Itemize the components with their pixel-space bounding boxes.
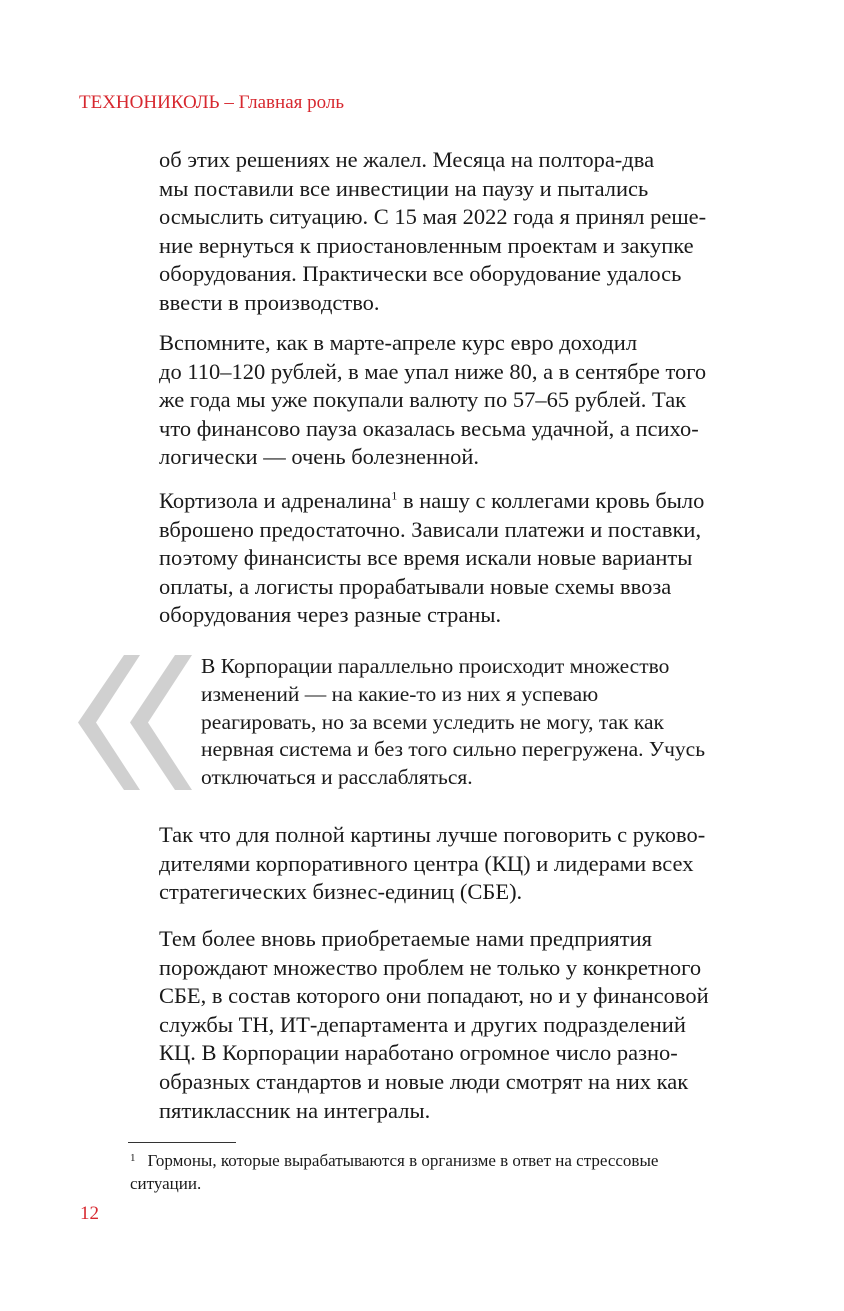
paragraph-5	[159, 925, 759, 1125]
text-line: СБЕ, в состав которого они попадают, но и у финансовой	[159, 983, 709, 1009]
paragraph-3	[159, 487, 759, 630]
text-line: пятиклассник на интегралы.	[159, 1097, 431, 1123]
quote-line: нервная система и без того сильно перегружена. Учусь	[201, 737, 706, 762]
footnote	[130, 1147, 770, 1195]
text-line: мы поставили все инвестиции на паузу и пытались	[159, 175, 649, 201]
text-line: ние вернуться к приостановленным проектам и закупке	[159, 232, 694, 258]
text-line	[159, 487, 759, 516]
text-fragment: в нашу с коллегами кровь было	[397, 488, 705, 513]
pull-quote	[201, 653, 761, 792]
quote-line: отключаться и расслабляться.	[201, 765, 473, 790]
footnote-divider	[128, 1142, 236, 1143]
footnote-number: 1	[130, 1152, 136, 1164]
footnote-line: ситуации.	[130, 1173, 202, 1193]
text-line: до 110–120 рублей, в мае упал ниже 80, а в сентябре того	[159, 358, 707, 384]
text-line: КЦ. В Корпорации наработано огромное число разно-	[159, 1040, 678, 1066]
paragraph-4	[159, 821, 759, 907]
text-line: оплаты, а логисты прорабатывали новые схемы ввоза	[159, 573, 672, 599]
running-head: ТЕХНОНИКОЛЬ – Главная роль	[79, 92, 345, 113]
text-line: что финансово пауза оказалась весьма удачной, а психо-	[159, 415, 699, 441]
text-line: Так что для полной картины лучше поговорить с руково-	[159, 822, 706, 847]
text-line: вброшено предостаточно. Зависали платежи и поставки,	[159, 516, 702, 542]
text-line: ввести в производство.	[159, 289, 380, 315]
footnote-line	[130, 1147, 770, 1173]
text-line: дителями корпоративного центра (КЦ) и лидерами всех	[159, 850, 694, 876]
text-line: оборудования. Практически все оборудование удалось	[159, 261, 682, 287]
quote-line: В Корпорации параллельно происходит множество	[201, 654, 670, 678]
text-line: оборудования через разные страны.	[159, 602, 502, 628]
text-line: же года мы уже покупали валюту по 57–65 рублей. Так	[159, 387, 687, 413]
footnote-text: Гормоны, которые вырабатываются в организме в ответ на стрессовые	[147, 1151, 659, 1170]
paragraph-2	[159, 329, 759, 472]
page-number: 12	[80, 1203, 99, 1224]
text-line: Вспомните, как в марте-апреле курс евро доходил	[159, 330, 638, 355]
text-line: Тем более вновь приобретаемые нами предприятия	[159, 926, 652, 951]
text-line: службы ТН, ИТ-департамента и других подразделений	[159, 1011, 686, 1037]
quote-line: изменений — на какие-то из них я успеваю	[201, 681, 599, 706]
text-line: поэтому финансисты все время искали новые варианты	[159, 545, 693, 571]
text-line: образных стандартов и новые люди смотрят на них как	[159, 1068, 689, 1094]
text-line: об этих решениях не жалел. Месяца на полтора-два	[159, 147, 655, 172]
quote-line: реагировать, но за всеми уследить не могу, так как	[201, 709, 665, 734]
text-line: осмыслить ситуацию. С 15 мая 2022 года я принял реше-	[159, 204, 707, 230]
text-line: логически — очень болезненной.	[159, 444, 480, 470]
quote-mark-icon	[78, 655, 192, 790]
paragraph-1	[159, 146, 759, 318]
text-line: порождают множество проблем не только у конкретного	[159, 954, 702, 980]
text-line: стратегических бизнес-единиц (СБЕ).	[159, 879, 523, 905]
footnote-reference[interactable]: 1	[391, 488, 398, 503]
text-fragment: Кортизола и адреналина	[159, 488, 392, 513]
